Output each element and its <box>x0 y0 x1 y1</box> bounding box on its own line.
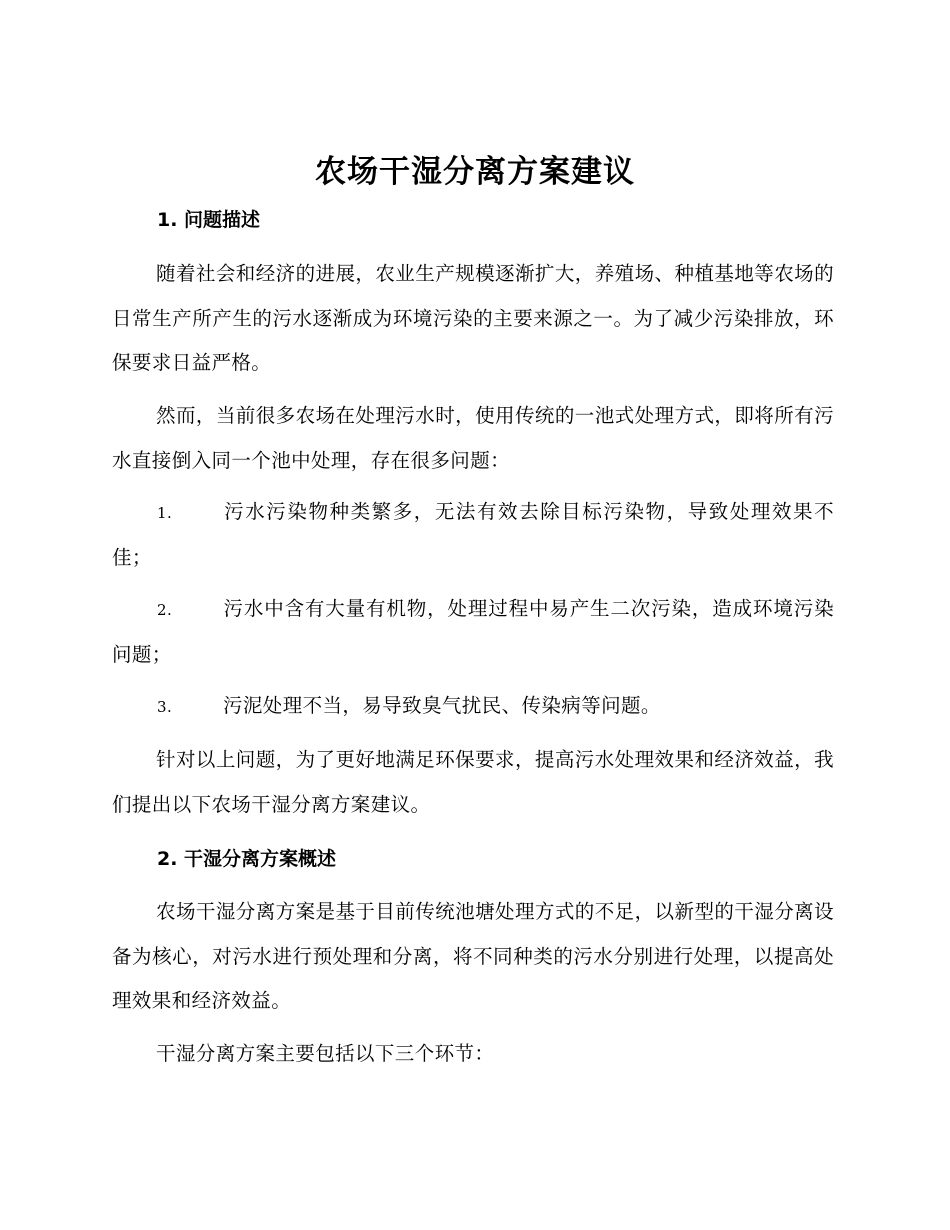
document-title: 农场干湿分离方案建议 <box>315 154 635 190</box>
section-2-heading: 2. 干湿分离方案概述 <box>157 848 337 870</box>
section-1-conclusion: 针对以上问题，为了更好地满足环保要求，提高污水处理效果和经济效益，我们提出以下农场干湿分离方案建议。 <box>112 748 834 816</box>
list-item-3 <box>112 684 834 730</box>
list-item-1 <box>112 490 834 580</box>
section-2-paragraph-2: 干湿分离方案主要包括以下三个环节： <box>156 1042 495 1065</box>
list-item-2 <box>112 587 834 677</box>
list-item-number: 2. <box>157 601 173 619</box>
section-2-paragraph-1: 农场干湿分离方案是基于目前传统池塘处理方式的不足，以新型的干湿分离设备为核心，对污水进行预处理和分离，将不同种类的污水分别进行处理，以提高处理效果和经济效益。 <box>112 900 834 1012</box>
section-1-paragraph-1: 随着社会和经济的进展，农业生产规模逐渐扩大，养殖场、种植基地等农场的日常生产所产生的污水逐渐成为环境污染的主要来源之一。为了减少污染排放，环保要求日益严格。 <box>112 262 834 374</box>
section-1-paragraph-2: 然而，当前很多农场在处理污水时，使用传统的一池式处理方式，即将所有污水直接倒入同一个池中处理，存在很多问题： <box>112 404 834 472</box>
list-item-number: 1. <box>157 504 173 522</box>
list-item-text: 污水中含有大量有机物，处理过程中易产生二次污染，造成环境污染问题； <box>112 597 834 666</box>
list-item-text: 污水污染物种类繁多，无法有效去除目标污染物，导致处理效果不佳； <box>112 500 834 569</box>
list-item-number: 3. <box>157 698 173 716</box>
section-1-heading: 1. 问题描述 <box>157 209 261 231</box>
list-item-text: 污泥处理不当，易导致臭气扰民、传染病等问题。 <box>223 694 661 717</box>
